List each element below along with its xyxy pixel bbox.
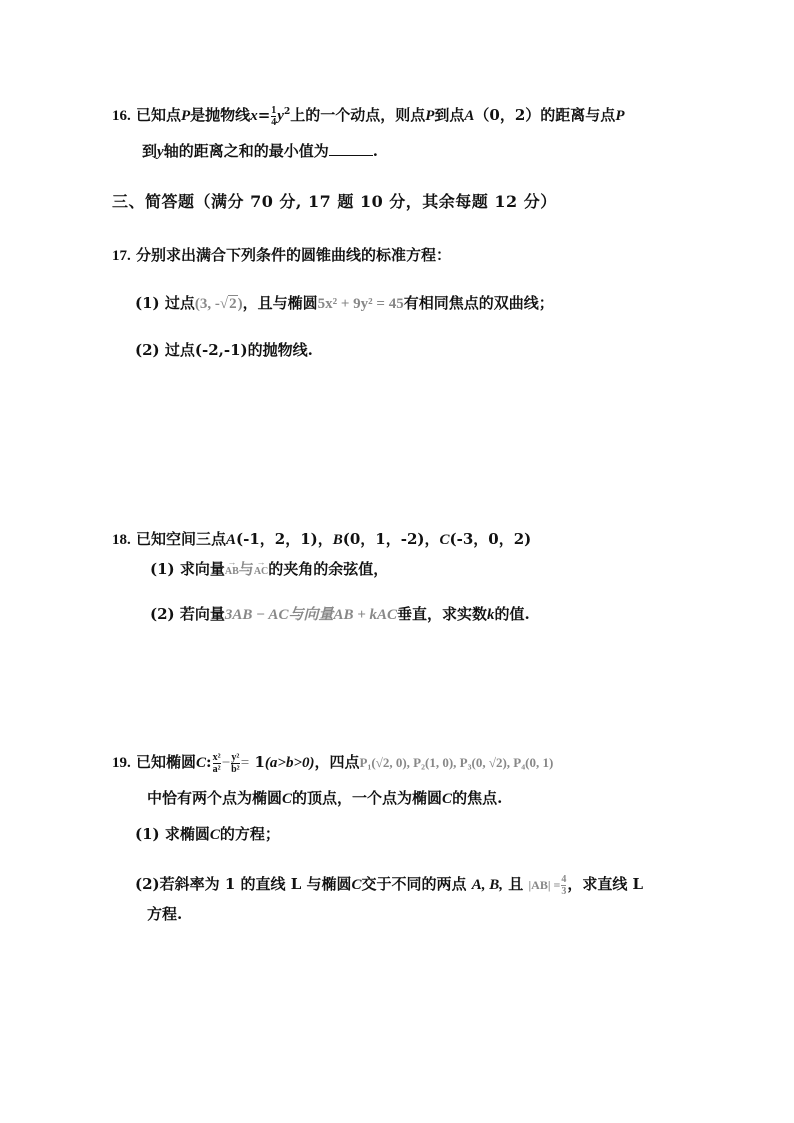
- equals-sign: =: [240, 755, 250, 771]
- point-a: A: [464, 108, 475, 124]
- q17-text: ，且与椭圆: [242, 294, 318, 312]
- q18-text: 的夹角的余弦值，: [268, 560, 389, 578]
- q18-part2: [150, 602, 530, 627]
- q16-line1: [112, 100, 624, 128]
- q16-text: 是抛物线: [190, 106, 251, 124]
- part-label: (2): [135, 341, 160, 359]
- part-label: (1): [135, 825, 160, 843]
- var-y: y: [157, 144, 164, 160]
- q19-part2-line2: [147, 902, 182, 926]
- var-y: y: [277, 108, 284, 124]
- points-ab: A, B,: [471, 877, 504, 893]
- vector-ab: → AB: [225, 560, 239, 584]
- q19-line2: [147, 786, 502, 811]
- points-list: P₁(√2, 0), P₂(1, 0), P₃(0, √2), P₄(0, 1): [359, 755, 554, 770]
- fraction-numerator: x²: [212, 751, 221, 763]
- var-x: x: [250, 108, 258, 124]
- q16-text: 已知点: [135, 106, 181, 124]
- fraction-denominator: a²: [212, 763, 221, 775]
- q19-text: 求椭圆: [164, 825, 210, 843]
- fraction-numerator: 1: [271, 104, 277, 116]
- point-b: B: [332, 532, 343, 548]
- q18-text: 已知空间三点: [135, 530, 226, 548]
- q19-text: ，四点: [314, 753, 360, 771]
- q19-number: 19.: [112, 755, 131, 771]
- ellipse-c: C: [196, 755, 207, 771]
- sqrt-radicand: 2: [229, 296, 237, 312]
- q16-text: 到: [142, 142, 158, 160]
- q16-text: 轴的距离之和的最小值为: [163, 142, 329, 160]
- one: 1: [254, 753, 265, 771]
- fraction-denominator: b²: [231, 763, 240, 775]
- point-b-coord: (0，1，-2)，: [342, 530, 440, 548]
- q17-text: 过点: [164, 294, 195, 312]
- minus-sign: −: [221, 755, 231, 771]
- vector-ac: → AC: [254, 560, 268, 584]
- point-formula: (3, -√2): [194, 296, 243, 312]
- point-p: P: [181, 108, 191, 124]
- q16-text: .: [372, 142, 378, 160]
- q18-text: 与: [238, 562, 254, 578]
- fraction-one-quarter: [271, 105, 276, 128]
- q19-title: [112, 750, 553, 775]
- fraction-four-thirds: [561, 874, 566, 897]
- vector-expression: 3AB − AC与向量AB + kAC: [224, 607, 398, 623]
- equals-sign: =: [257, 106, 271, 124]
- fraction-denominator: 3: [561, 885, 567, 897]
- ellipse-c: C: [442, 791, 453, 807]
- q19-part1: [135, 822, 280, 847]
- exponent: 2: [283, 107, 291, 117]
- q17-part2: [135, 338, 313, 362]
- q17-text: 分别求出满合下列条件的圆锥曲线的标准方程：: [135, 246, 451, 264]
- fraction-denominator: 4: [271, 116, 277, 128]
- q19-text: 且: [508, 875, 524, 893]
- ellipse-c: C: [351, 877, 362, 893]
- q19-text: 方程.: [147, 905, 183, 923]
- part-label: (2): [135, 875, 160, 893]
- part-label: (1): [135, 294, 160, 312]
- q18-text: 的值.: [494, 605, 530, 623]
- q19-text: 的顶点，一个点为椭圆: [292, 789, 443, 807]
- abs-ab: |AB| =: [528, 878, 561, 892]
- part-label: (1): [150, 560, 175, 578]
- q17-title: [112, 243, 451, 268]
- fraction-y-over-b: [231, 752, 240, 775]
- q18-text: 求向量: [179, 560, 225, 578]
- condition: (a>b>0): [264, 755, 315, 771]
- q18-part1: [150, 557, 388, 584]
- q19-text: 中恰有两个点为椭圆: [147, 789, 283, 807]
- answer-blank[interactable]: [329, 139, 373, 156]
- q18-number: 18.: [112, 532, 131, 548]
- q19-part2: [135, 872, 643, 897]
- point-p: P: [615, 108, 625, 124]
- q16-text: 的距离与点: [540, 106, 616, 124]
- point-p: P: [425, 108, 435, 124]
- q16-text: 上的一个动点，则点: [290, 106, 426, 124]
- q19-text: 若斜率为 1 的直线 L 与椭圆: [159, 875, 352, 893]
- q18-text: 若向量: [179, 605, 225, 623]
- fraction-numerator: 4: [561, 873, 567, 885]
- point-a-coord: (-1，2，1)，: [236, 530, 333, 548]
- q16-number: 16.: [112, 108, 131, 124]
- var-k: k: [487, 607, 495, 623]
- q19-text: 的焦点.: [452, 789, 503, 807]
- section-heading: 三、简答题（满分 70 分, 17 题 10 分，其余每题 12 分）: [112, 192, 557, 211]
- q19-text: ，求直线 L: [567, 875, 644, 893]
- ellipse-c: C: [209, 827, 220, 843]
- point-part: (3, -: [194, 296, 220, 312]
- point-part: ): [237, 296, 243, 312]
- q17-number: 17.: [112, 248, 131, 264]
- fraction-x-over-a: [213, 752, 221, 775]
- q17-text: 过点(-2,-1)的抛物线.: [164, 341, 313, 359]
- q16-line2: [142, 139, 378, 164]
- ellipse-equation: 5x² + 9y² = 45: [317, 296, 404, 312]
- q19-text: 已知椭圆: [135, 753, 196, 771]
- part-label: (2): [150, 605, 175, 623]
- q16-text: 到点: [434, 106, 465, 124]
- point-a: A: [226, 532, 237, 548]
- q19-text: 交于不同的两点: [361, 875, 467, 893]
- point-c: C: [439, 532, 450, 548]
- ellipse-c: C: [282, 791, 293, 807]
- colon: :: [206, 753, 212, 771]
- point-a-coord: （0，2）: [474, 106, 541, 124]
- fraction-numerator: y²: [231, 751, 240, 763]
- q19-text: 的方程；: [219, 825, 280, 843]
- point-c-coord: (-3，0，2): [449, 530, 532, 548]
- q18-text: 垂直，求实数: [397, 605, 488, 623]
- q18-title: [112, 527, 531, 552]
- q17-text: 有相同焦点的双曲线；: [403, 294, 554, 312]
- q17-part1: [135, 291, 554, 316]
